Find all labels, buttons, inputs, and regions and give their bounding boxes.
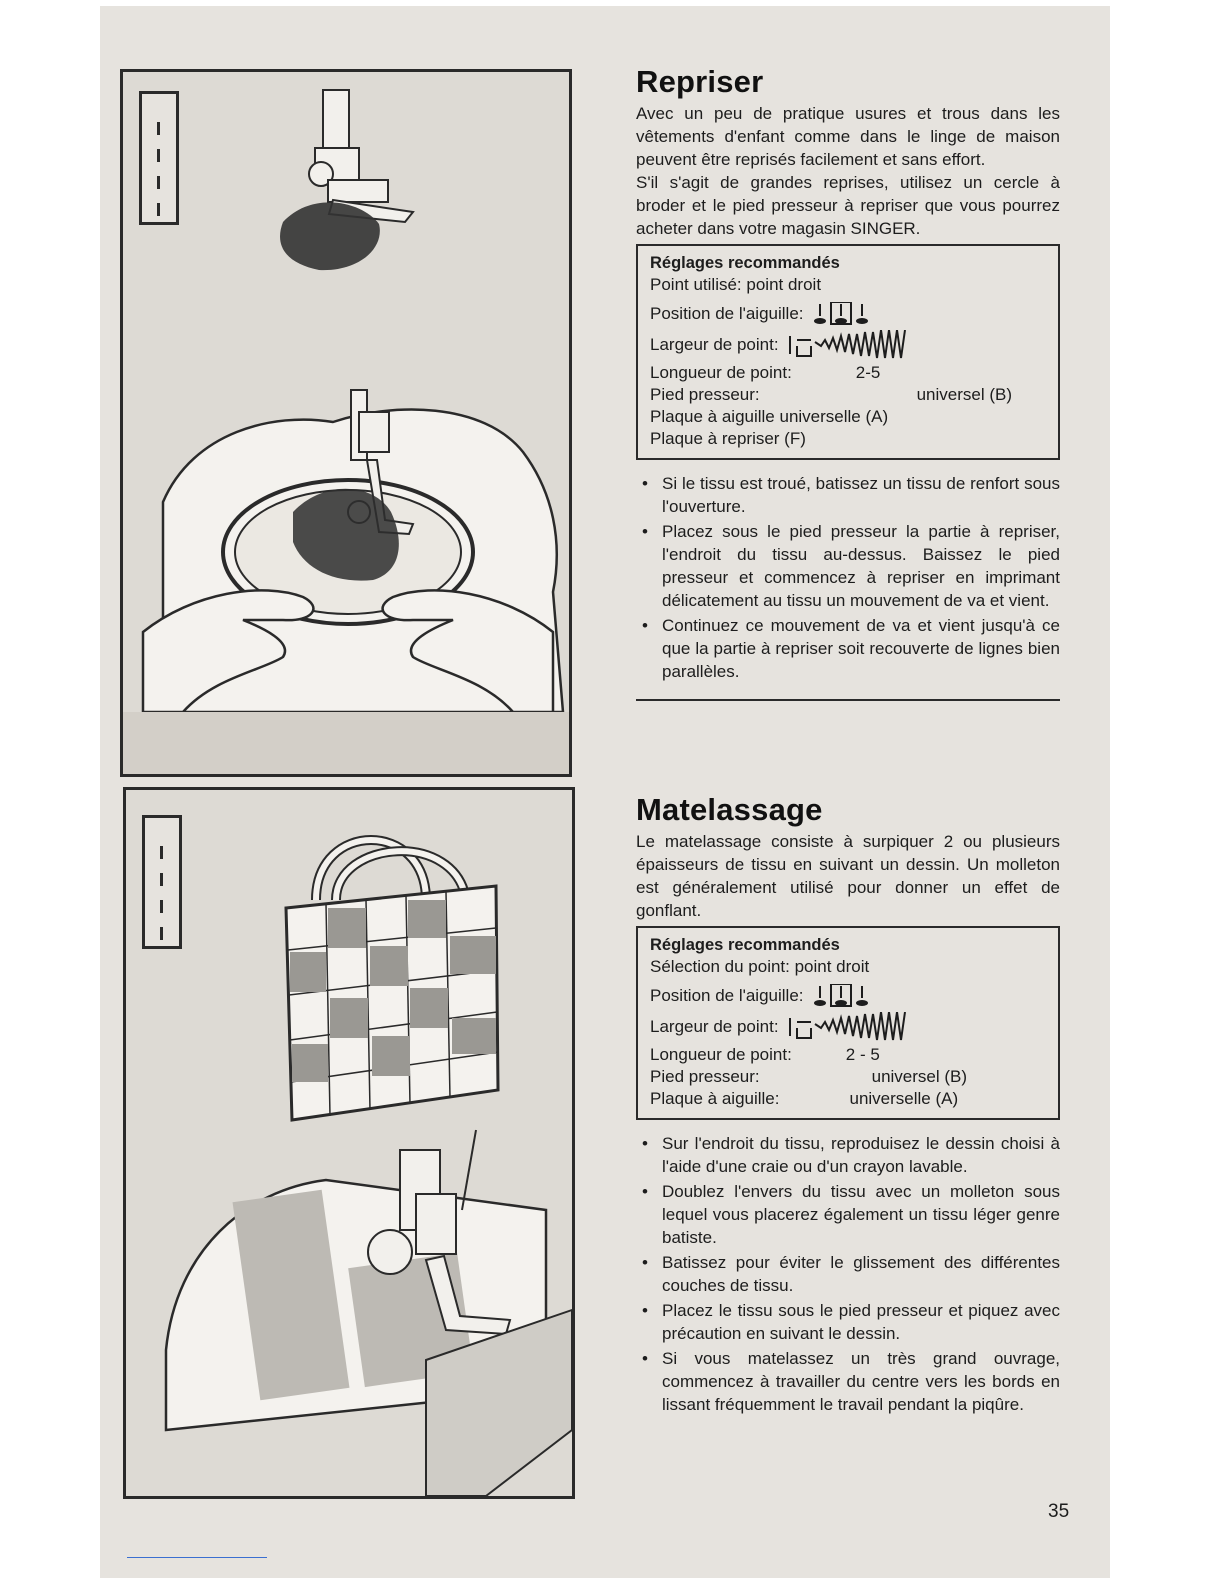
stitch-length-value: 2-5 <box>855 363 881 382</box>
list-item: • Batissez pour éviter le glissement des différentes couches de tissu. <box>636 1251 1060 1297</box>
repriser-section <box>636 64 1060 701</box>
needle-plate-label: Plaque à aiguille: <box>650 1089 780 1108</box>
link-underline <box>127 1557 267 1558</box>
stitch-used: Point utilisé: point droit <box>650 275 822 294</box>
stitch-length-value: 2 - 5 <box>845 1045 880 1064</box>
needle-position-row <box>650 984 1046 1008</box>
stitch-width-dial-icon <box>787 330 947 360</box>
quilting-illustration <box>123 787 575 1499</box>
presser-foot-value: universel (B) <box>871 1067 968 1086</box>
stitch-width-row <box>650 1012 1046 1042</box>
needle-plate-line: Plaque à aiguille universelle (A) <box>650 407 889 426</box>
needle-position-icon <box>812 302 870 326</box>
repriser-steps <box>636 472 1060 683</box>
presser-foot-value: universel (B) <box>916 385 1012 404</box>
list-item: • Si vous matelassez un très grand ouvrage, commencez à travailler du centre vers les bords en lissant fréquemment le travail pendant la piqûre. <box>636 1347 1060 1416</box>
matelassage-section <box>636 792 1060 1416</box>
needle-plate-row <box>650 1088 1046 1110</box>
stitch-width-row <box>650 330 1046 360</box>
matelassage-steps <box>636 1132 1060 1416</box>
section-divider <box>636 699 1060 701</box>
needle-plate-value: universelle (A) <box>849 1089 959 1108</box>
list-item: • Sur l'endroit du tissu, reproduisez le dessin choisi à l'aide d'une craie ou d'un crayon lavable. <box>636 1132 1060 1178</box>
list-item: • Placez sous le pied presseur la partie à repriser, l'endroit du tissu au-dessus. Baissez le pied presseur et commencez à repriser en imprimant délicatement au tissu un mouvement de va et vient. <box>636 520 1060 612</box>
settings-heading: Réglages recommandés <box>650 936 840 954</box>
stitch-length-label: Longueur de point: <box>650 363 792 382</box>
darning-hoop-drawing <box>123 72 569 774</box>
page-number: 35 <box>1048 1501 1070 1522</box>
list-item: • Doublez l'envers du tissu avec un molleton sous lequel vous placerez également un tissu léger genre batiste. <box>636 1180 1060 1249</box>
presser-foot-label: Pied presseur: <box>650 1067 760 1086</box>
stitch-length-row <box>650 362 1046 384</box>
presser-foot-label: Pied presseur: <box>650 385 760 404</box>
stitch-width-dial-icon <box>787 1012 947 1042</box>
stitch-selection: Sélection du point: point droit <box>650 957 870 976</box>
stitch-width-label: Largeur de point: <box>650 335 779 354</box>
presser-foot-row <box>650 384 1046 406</box>
needle-position-icon <box>812 984 870 1008</box>
needle-position-label: Position de l'aiguille: <box>650 304 804 323</box>
stitch-length-row <box>650 1044 1046 1066</box>
repriser-settings-box <box>636 244 1060 460</box>
repriser-title: Repriser <box>636 64 764 99</box>
list-item: • Si le tissu est troué, batissez un tissu de renfort sous l'ouverture. <box>636 472 1060 518</box>
list-item: • Continuez ce mouvement de va et vient jusqu'à ce que la partie à repriser soit recouverte de lignes bien parallèles. <box>636 614 1060 683</box>
list-item: • Placez le tissu sous le pied presseur et piquez avec précaution en suivant le dessin. <box>636 1299 1060 1345</box>
stitch-width-label: Largeur de point: <box>650 1017 779 1036</box>
quilted-bag-drawing <box>126 790 572 1496</box>
settings-heading: Réglages recommandés <box>650 254 840 272</box>
darning-illustration <box>120 69 572 777</box>
stitch-length-label: Longueur de point: <box>650 1045 792 1064</box>
matelassage-settings-box <box>636 926 1060 1120</box>
darning-plate-line: Plaque à repriser (F) <box>650 429 806 448</box>
needle-position-row <box>650 302 1046 326</box>
repriser-intro-1: Avec un peu de pratique usures et trous dans les vêtements d'enfant comme dans le linge de maison peuvent être reprisés facilement et sans effort. <box>636 104 1060 169</box>
matelassage-intro: Le matelassage consiste à surpiquer 2 ou plusieurs épaisseurs de tissu en suivant un dessin. Un molleton est généralement utilisé pour donner un effet de gonflant. <box>636 832 1060 920</box>
presser-foot-row <box>650 1066 1046 1088</box>
repriser-intro-2: S'il s'agit de grandes reprises, utilisez un cercle à broder et le pied presseur à repriser que vous pourrez acheter dans votre magasin SINGER. <box>636 173 1060 238</box>
needle-position-label: Position de l'aiguille: <box>650 986 804 1005</box>
matelassage-title: Matelassage <box>636 792 823 827</box>
